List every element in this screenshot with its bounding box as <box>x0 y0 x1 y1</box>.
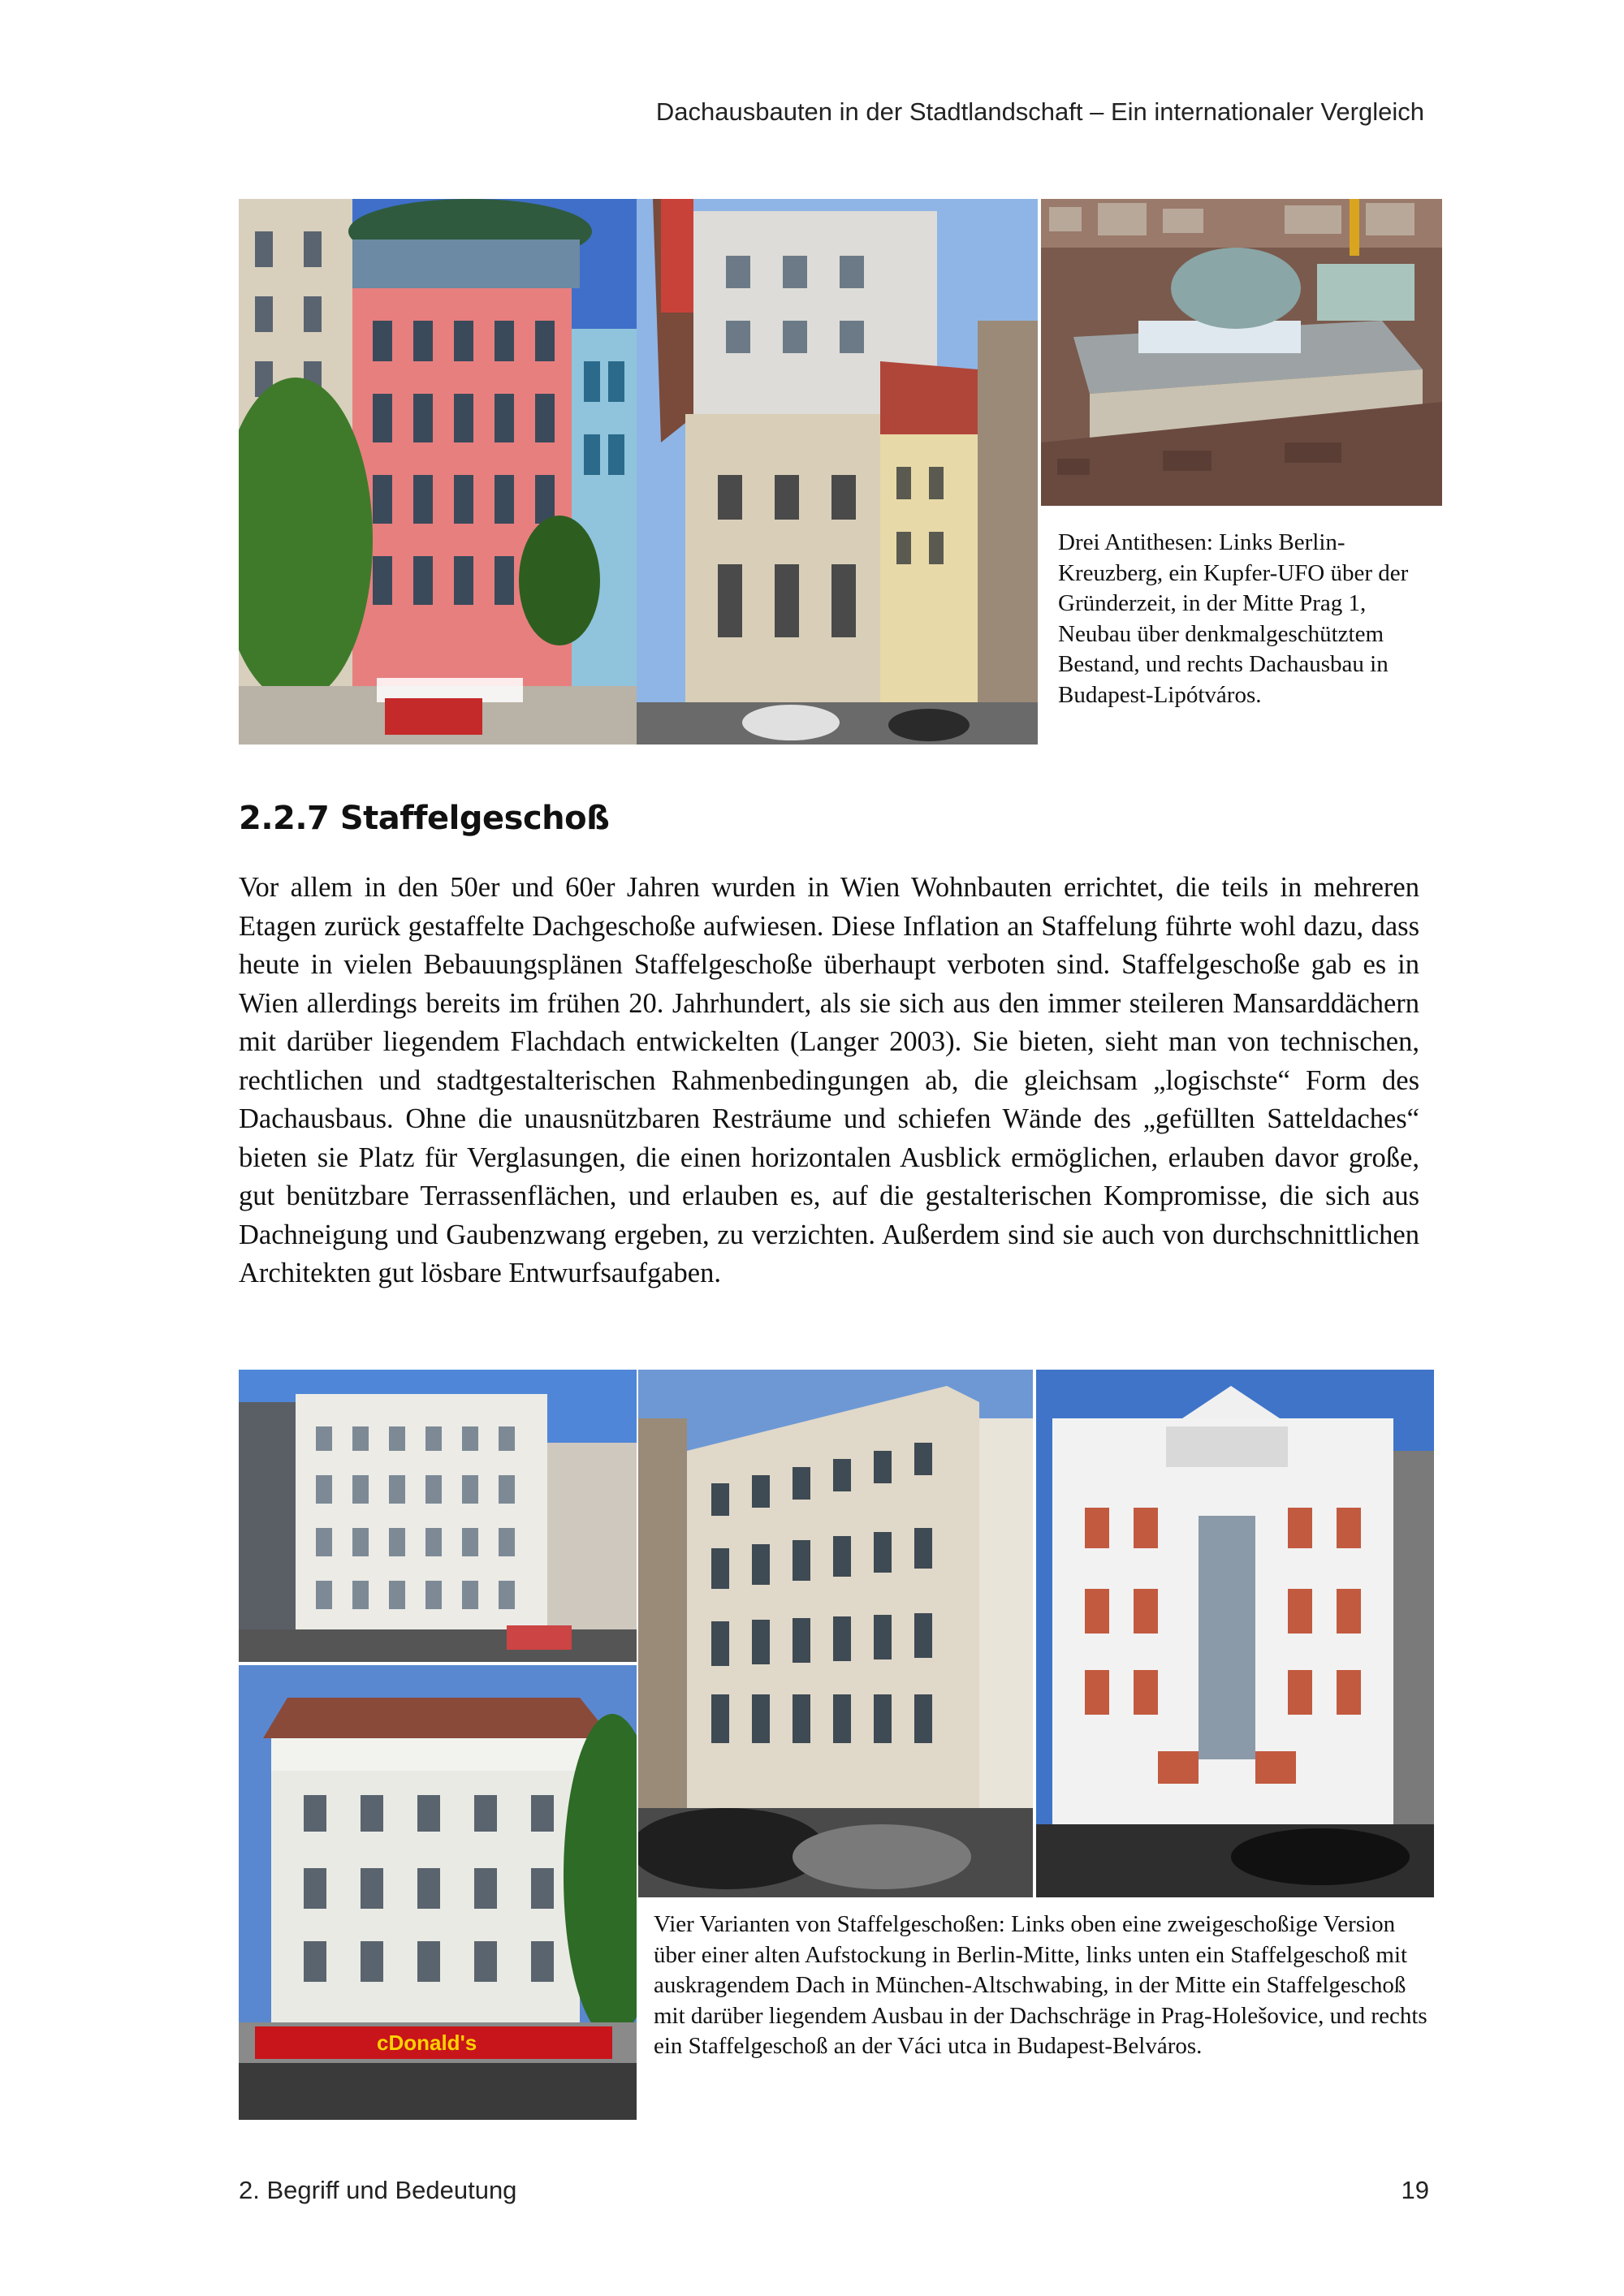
muenchen-altschwabing-photo <box>239 1665 637 2120</box>
prague-1-photo <box>637 199 1038 744</box>
section-heading: 2.2.7 Staffelgeschoß <box>239 800 610 837</box>
berlin-kreuzberg-photo <box>239 199 637 744</box>
berlin-mitte-photo <box>239 1370 637 1662</box>
page-number: 19 <box>1401 2176 1429 2204</box>
budapest-belvaros-photo <box>1036 1370 1434 1897</box>
budapest-lipotvaros-photo <box>1041 199 1442 506</box>
prague-holesovice-photo <box>638 1370 1033 1897</box>
running-header: Dachausbauten in der Stadtlandschaft – Ein internationaler Vergleich <box>655 97 1424 126</box>
body-paragraph: Vor allem in den 50er und 60er Jahren wurden in Wien Wohnbauten errichtet, die teils in mehreren Etagen zurück gestaffelte Dachgeschoße aufwiesen. Diese Inflation an Staffelung führte wohl dazu, dass heute in vielen Bebauungsplänen Staffelgeschoße überhaupt verboten sind. Staffelgeschoße gab es in Wien allerdings bereits im frühen 20. Jahrhundert, als sie sich aus den immer steileren Mansarddächern mit darüber liegendem Flachdach entwickelten (Langer 2003). Sie bieten, sieht man von technischen, rechtlichen und stadtgestalterischen Rahmenbedingungen ab, die gleichsam „logischste“ Form des Dachausbaus. Ohne die unausnützbaren Resträume und schiefen Wände des „gefüllten Satteldaches“ bieten sie Platz für Verglasungen, die einen horizontalen Ausblick ermöglichen, erlauben davor große, gut benützbare Terrassenflächen, und erlauben es, auf die gestalterischen Kompromisse, die sich aus Dachneigung und Gaubenzwang ergeben, zu verzichten. Außerdem sind sie auch von durchschnittlichen Architekten gut lösbare Entwurfsaufgaben. <box>239 872 1419 1288</box>
bottom-figure-caption <box>654 1910 1433 2062</box>
footer-chapter: 2. Begriff und Bedeutung <box>239 2176 517 2204</box>
section-body <box>239 869 1419 1293</box>
bottom-figure-caption-text: Vier Varianten von Staffelgeschoßen: Links oben eine zweigeschoßige Version über einer alten Aufstockung in Berlin-Mitte, links unten ein Staffelgeschoß mit auskragendem Dach in München-Altschwabing, in der Mitte ein Staffelgeschoß mit darüber liegendem Ausbau in der Dachschräge in Prag-Holešovice, und rechts ein Staffelgeschoß an der Váci utca in Budapest-Belváros. <box>654 1911 1427 2059</box>
mcdonalds-sign: cDonald's <box>377 2031 477 2055</box>
top-figure-caption-text: Drei Antithesen: Links Berlin-Kreuzberg, ein Kupfer-UFO über der Gründerzeit, in der Mitte Prag 1, Neubau über denkmalgeschütztem Bestand, und rechts Dachausbau in Budapest-Lipótváros. <box>1058 529 1409 708</box>
top-figure-caption <box>1058 528 1415 710</box>
